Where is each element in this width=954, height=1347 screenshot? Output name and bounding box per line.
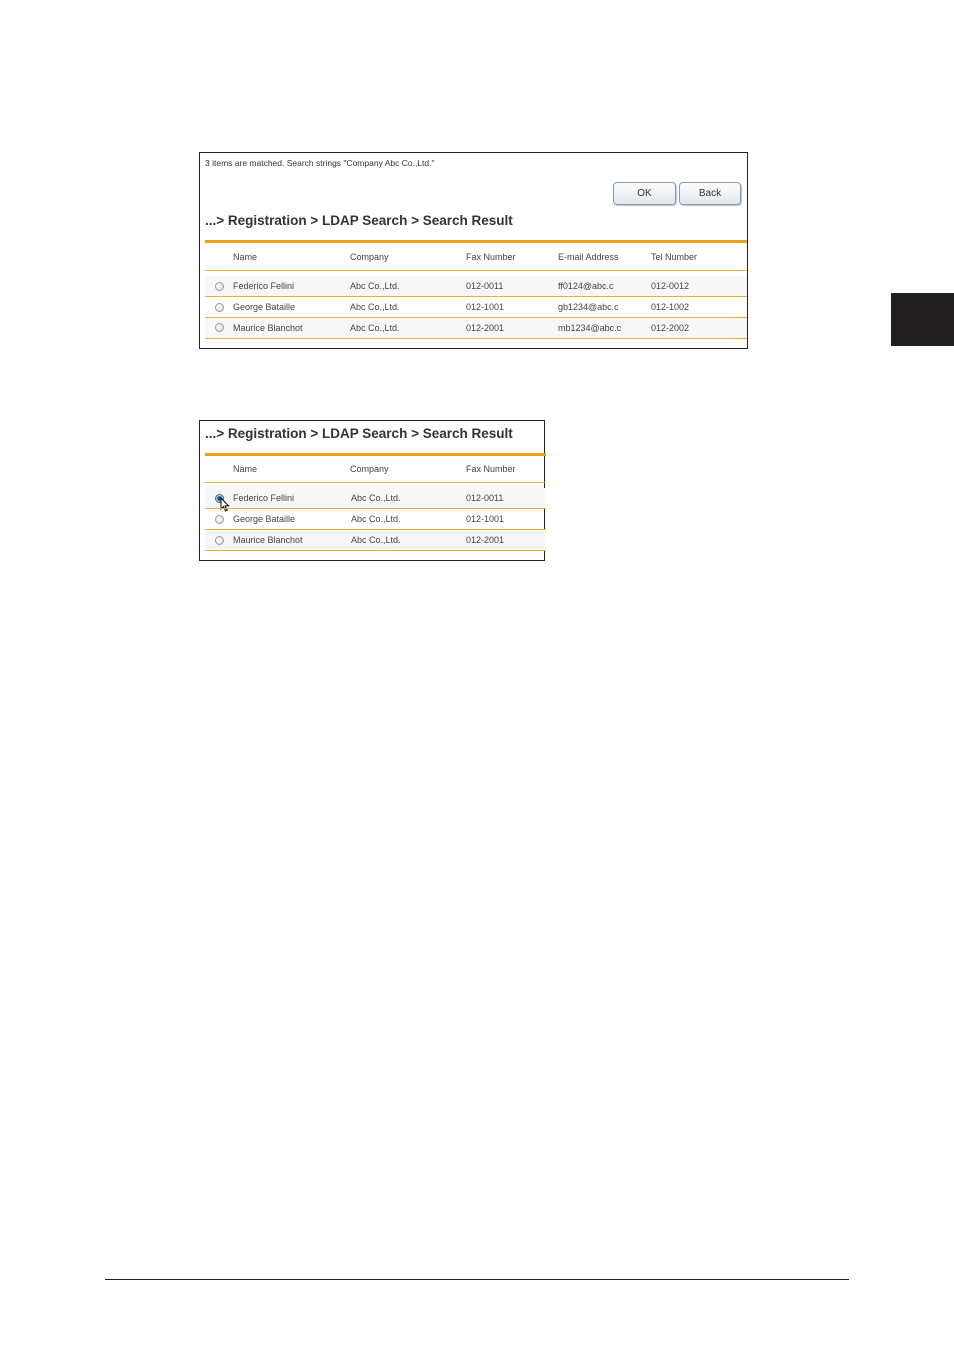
cell-fax: 012-1001 bbox=[466, 302, 505, 312]
header-bottom-rule bbox=[205, 482, 546, 483]
row-divider bbox=[205, 338, 747, 339]
column-header-company: Company bbox=[350, 464, 389, 474]
cell-email: ff0124@abc.c bbox=[558, 281, 614, 291]
column-header-company: Company bbox=[350, 252, 389, 262]
row-select-radio[interactable] bbox=[215, 323, 224, 332]
cell-tel: 012-2002 bbox=[651, 323, 690, 333]
cell-name: Federico Fellini bbox=[233, 493, 295, 503]
cell-company: Abc Co.,Ltd. bbox=[350, 281, 400, 291]
match-status-text: 3 items are matched. Search strings "Company Abc Co.,Ltd." bbox=[205, 158, 435, 168]
row-divider bbox=[205, 508, 546, 509]
row-select-radio[interactable] bbox=[215, 536, 224, 545]
cell-name: Federico Fellini bbox=[233, 281, 295, 291]
mouse-pointer-icon bbox=[220, 497, 230, 512]
row-divider bbox=[205, 550, 546, 551]
ok-button[interactable]: OK bbox=[613, 182, 676, 205]
cell-company: Abc Co.,Ltd. bbox=[351, 514, 401, 524]
search-result-panel-cropped bbox=[199, 420, 545, 561]
column-header-fax: Fax Number bbox=[466, 252, 516, 262]
row-select-radio[interactable] bbox=[215, 282, 224, 291]
column-header-name: Name bbox=[233, 252, 258, 262]
cell-fax: 012-0011 bbox=[466, 281, 504, 291]
cell-company: Abc Co.,Ltd. bbox=[351, 535, 401, 545]
column-header-email: E-mail Address bbox=[558, 252, 619, 262]
column-header-tel: Tel Number bbox=[651, 252, 698, 262]
cell-company: Abc Co.,Ltd. bbox=[350, 302, 400, 312]
chapter-tab-marker bbox=[891, 293, 954, 346]
cell-company: Abc Co.,Ltd. bbox=[351, 493, 401, 503]
row-select-radio[interactable] bbox=[215, 303, 224, 312]
cell-company: Abc Co.,Ltd. bbox=[350, 323, 400, 333]
cell-name: George Bataille bbox=[233, 302, 296, 312]
search-result-panel-full bbox=[199, 152, 748, 349]
header-top-rule bbox=[205, 240, 747, 243]
row-select-radio[interactable] bbox=[215, 515, 224, 524]
cell-fax: 012-2001 bbox=[466, 323, 505, 333]
cell-fax: 012-2001 bbox=[466, 535, 505, 545]
cell-name: Maurice Blanchot bbox=[233, 323, 303, 333]
cell-fax: 012-1001 bbox=[466, 514, 505, 524]
back-button[interactable]: Back bbox=[679, 182, 741, 205]
header-bottom-rule bbox=[205, 270, 747, 271]
header-top-rule bbox=[205, 453, 546, 456]
cell-name: George Bataille bbox=[233, 514, 296, 524]
cell-name: Maurice Blanchot bbox=[233, 535, 303, 545]
column-header-fax: Fax Number bbox=[466, 464, 516, 474]
cell-email: mb1234@abc.c bbox=[558, 323, 622, 333]
cell-tel: 012-0012 bbox=[651, 281, 690, 291]
breadcrumb: ...> Registration > LDAP Search > Search Result bbox=[205, 426, 513, 441]
cell-tel: 012-1002 bbox=[651, 302, 690, 312]
cell-email: gb1234@abc.c bbox=[558, 302, 619, 312]
cell-fax: 012-0011 bbox=[466, 493, 504, 503]
breadcrumb: ...> Registration > LDAP Search > Search Result bbox=[205, 213, 513, 228]
footer-rule bbox=[105, 1279, 849, 1280]
column-header-name: Name bbox=[233, 464, 258, 474]
